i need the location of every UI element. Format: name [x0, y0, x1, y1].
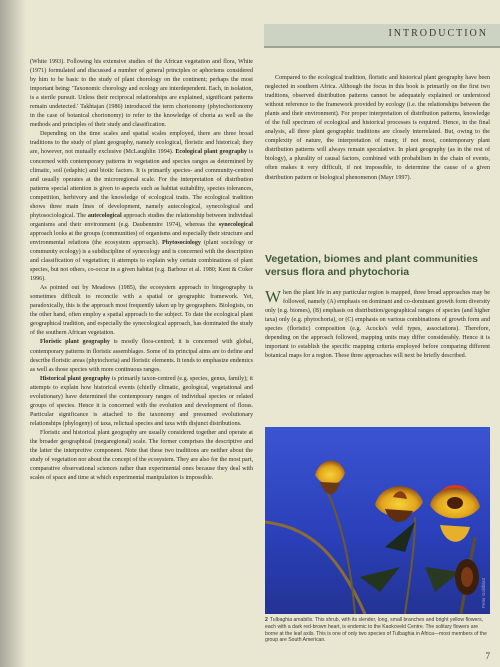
term-ecological: Ecological plant geography	[175, 149, 247, 156]
page-number: 7	[485, 651, 490, 661]
paragraph: As pointed out by Meadows (1985), the ecosystem approach to biogeography is sometimes difficult to reconcile with a spatial or geographic framework. Yet, paradoxically, this is the approach most frequently taken up by geographers. Biologists, on the other hand, often employ a spatial approach to the subject. To date the ecological plant geographical tradition, and especially the synecological approach, has dominated the study of the southern African vegetation.	[30, 285, 253, 337]
paragraph: Floristic plant geography is mostly flora-centred; it is concerned with global, contemporary patterns in floristic assemblages. Some of its principal aims are to define and describe floristic areas (phytochoria) and floristic elements. It tends to emphasize endemics as well as those species with more continuous ranges.	[30, 339, 253, 373]
paragraph: Historical plant geography is primarily taxon-centred (e.g. species, genus, family); it attempts to explain how historical events (chiefly climatic, geological, vegetational and evolutionary) have determined the contemporary ranges of individual species or related groups of species. Hence it is concerned with the evolution and development of floras. Particular significance is attached to the taxonomy and presumed evolutionary relationships (phylogeny) of taxa, relictual species and taxa with disjunct distributions.	[30, 375, 253, 427]
paragraph: Compared to the ecological tradition, floristic and historical plant geography have been neglected in southern Africa. Although the focus in this book is primarily on the first two traditions, observed distribution patterns cannot be adequately explained or understood without reference to the framework provided by ecology (i.e. the relationships between the plants and their environment). For proper interpretation of distribution patterns, knowledge of the full spectrum of ecological and historical processes is required. Hence, in the final analysis, all three plant geographic traditions are closely interrelated. But, owing to the complexity of nature, the interpretation of many, if not most, contemporary plant distribution patterns will always remain speculative. In plant geography (as in the rest of biology), a plurality of causal factors, combined with probabilism in the chain of events, often makes it very difficult, if not impossible, to determine the cause of a given distribution pattern or biological phenomenon (Mayr 1997).	[265, 75, 490, 181]
flower-photo	[265, 427, 490, 614]
photo-credit: Peter Goldblatt	[481, 577, 486, 608]
term-phytosociology: Phytosociology	[162, 239, 201, 246]
binding-shadow	[0, 0, 26, 667]
term-autecological: autecological	[87, 212, 122, 219]
paragraph: (White 1993). Following his extensive studies of the African vegetation and flora, White (1971) formulated and discussed a number of general principles or aphorisms considered by him to be basic to the study of plant chorology on the continent; perhaps the most important being: 'Taxonomic chorology and ecology are interdependent. Each, in isolation, is a sterile pursuit. Unless their reciprocal relationships are explained, significant patterns remain undetected.' Takhtajan (1986) introduced the term chorionomy (phytochorionomy in the case of botanical chorionomy) to refer to the knowledge of choria as well as the methods and principles of their study and classification.	[30, 59, 253, 129]
section-heading: Vegetation, biomes and plant communities versus flora and phytochoria	[265, 253, 478, 278]
paragraph: Depending on the time scales and spatial scales employed, there are three broad traditions to the study of plant geography, namely ecological, floristic and historical; they are, however, not mutually exclusive (McLaughlin 1994). Ecological plant geography is concerned with contemporary patterns in vegetation and species ranges as determined by climatic, soil (edaphic) and biotic factors. It is primarily species- and community-centred and usually operates at the microregional scale. For the interpretation of distribution patterns special attention is given to aspects such as habitat suitability, species tolerances, competition, herbivory and the knowledge of ecological traits. The ecological tradition shows three main lines of development, namely autecological, synecological and phytosociological. The autecological approach studies the relationship between individual organisms and their environment (e.g. Daubenmire 1974), whereas the synecological approach looks at the groups (communities) of organisms and especially their structure and environmental relations (the ecosystem approach). Phytosociology (plant sociology or community ecology) is a subdiscipline of synecology and is concerned with the description and classification of vegetation; it attempts to explain why certain combinations of plant species, but not others, co-occur in a given habitat (e.g. Barbour et al. 1980; Kent & Coker 1996).	[30, 131, 253, 283]
paragraph: Floristic and historical plant geography are usually considered together and operate at the broader geographical (megaregional) scale. The former comprises the descriptive and the latter the interpretive component. Note that these two traditions are neither about the study of vegetation nor about the concept of the ecosystem. They are also for the most part, comparative observational sciences rather than experimental ones because they deal with scales of space and time at which experimental manipulation is impossible.	[30, 429, 253, 482]
right-column-section	[265, 289, 490, 361]
caption-text: Tulbaghia amabilis. This shrub, with its slender, long, small branches and bright yellow flowers, each with a dark red-brown heart, is endemic to the Kaokoveld Centre. The solitary flowers are borne at the leaf axils. This is one of only two species of Tulbaghia in Africa—most members of the group are South American.	[265, 617, 487, 644]
flower-illustration	[265, 427, 490, 614]
right-column-top	[265, 74, 490, 183]
paragraph: When the plant life in any particular region is mapped, three broad approaches may be followed, namely (A) emphasis on dominant and co-dominant growth form diversity only (e.g. biomes), (B) emphasis on distribution/geographical ranges of species (and higher taxa) only (e.g. phytochoria), or (C) emphasis on various combinations of growth form and species (floristic) composition (e.g. Acocks's veld types, associations). Therefore, depending on the approach followed, mapping units may differ considerably. Hence it is important to establish the specific mapping criteria employed before comparing different botanical maps for a region. These three approaches will next be briefly described.	[265, 287, 490, 360]
running-head: INTRODUCTION	[388, 28, 488, 39]
figure-number: 2	[265, 617, 268, 623]
running-head-rule	[264, 46, 500, 48]
term-historical: Historical plant geography	[40, 375, 111, 382]
figure-caption	[265, 617, 490, 644]
left-column	[30, 58, 253, 483]
term-floristic: Floristic plant geography	[40, 339, 110, 346]
term-synecological: synecological	[218, 221, 253, 228]
drop-cap: W	[265, 287, 282, 306]
